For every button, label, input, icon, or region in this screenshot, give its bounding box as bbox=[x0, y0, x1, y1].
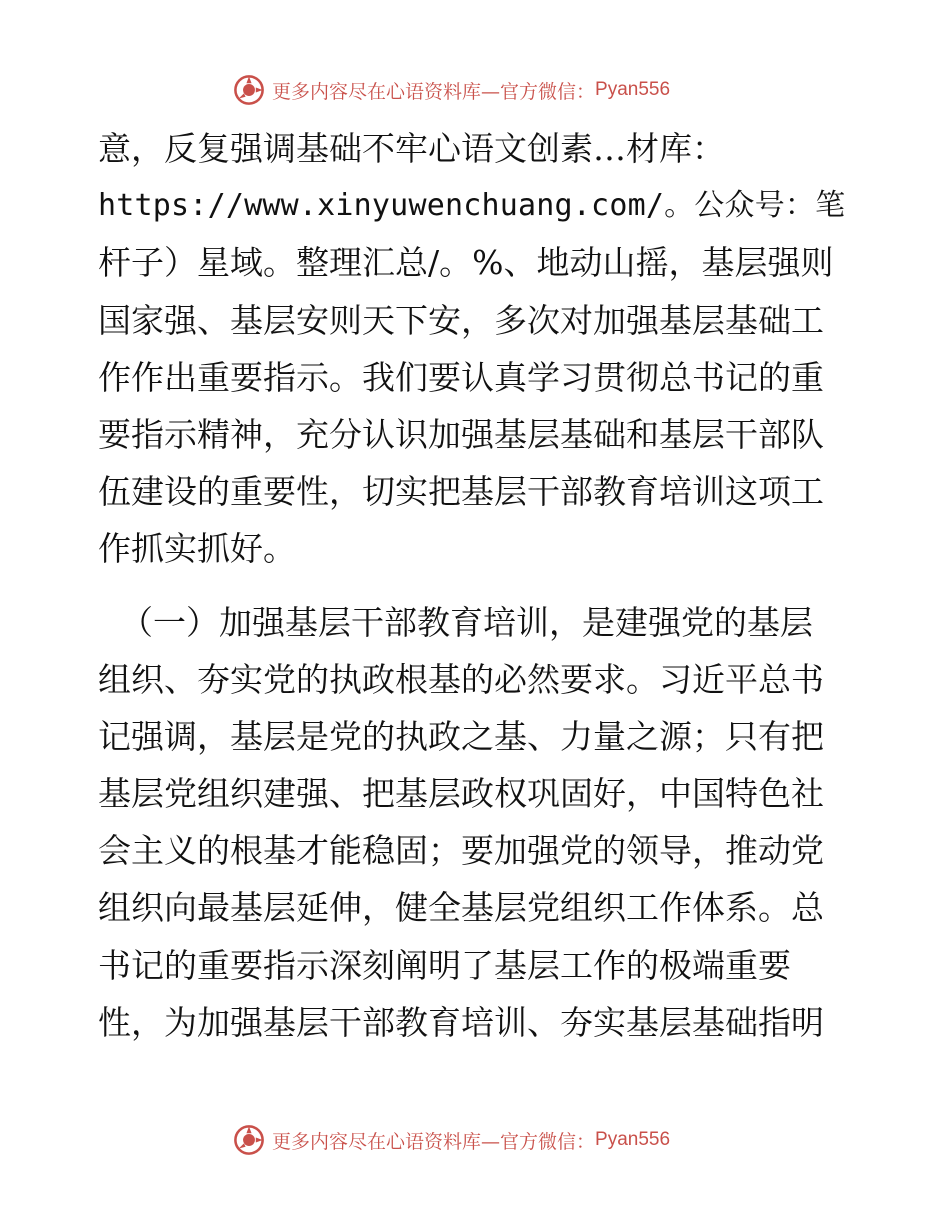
text-line: 性，为加强基层干部教育培训、夯实基层基础指明 bbox=[98, 1002, 824, 1042]
text-line: 基层党组织建强、把基层政权巩固好，中国特色社 bbox=[98, 774, 824, 814]
sunflower-logo-icon bbox=[232, 1123, 266, 1157]
text-line: 意，反复强调基础不牢心语文创素…材库： bbox=[98, 129, 725, 168]
text-line: 要指示精神，充分认识加强基层基础和基层干部队 bbox=[98, 414, 824, 454]
watermark-text: 更多内容尽在心语资料库—官方微信： bbox=[272, 80, 596, 103]
paragraph-gap bbox=[98, 578, 850, 594]
text-line: 记强调，基层是党的执政之基、力量之源；只有把 bbox=[98, 716, 824, 756]
text-line: （一）加强基层干部教育培训，是建强党的基层 bbox=[120, 602, 813, 642]
sunflower-logo-icon bbox=[232, 73, 266, 107]
text-line: 会主义的根基才能稳固；要加强党的领导，推动党 bbox=[98, 831, 824, 871]
footer-watermark bbox=[232, 1120, 752, 1160]
watermark-wechat-id: Pyan556 bbox=[595, 79, 671, 100]
header-watermark bbox=[232, 70, 752, 110]
text-line: 国家强、基层安则天下安，多次对加强基层基础工 bbox=[98, 300, 824, 340]
text-line: 杆子）星域。整理汇总/。%、地动山摇，基层强则 bbox=[98, 243, 834, 283]
watermark-wechat-id: Pyan556 bbox=[595, 1129, 671, 1150]
text-line: 组织向最基层延伸，健全基层党组织工作体系。总 bbox=[98, 888, 824, 928]
body-text bbox=[98, 120, 850, 1051]
text-line: 作作出重要指示。我们要认真学习贯彻总书记的重 bbox=[98, 357, 824, 397]
text-line: 书记的重要指示深刻阐明了基层工作的极端重要 bbox=[98, 945, 791, 985]
text-line: 作抓实抓好。 bbox=[98, 529, 296, 569]
watermark-text: 更多内容尽在心语资料库—官方微信： bbox=[272, 1130, 596, 1153]
text-line: 伍建设的重要性，切实把基层干部教育培训这项工 bbox=[98, 472, 824, 512]
text-line: 组织、夯实党的执政根基的必然要求。习近平总书 bbox=[98, 659, 824, 699]
text-line: https://www.xinyuwenchuang.com/。公众号：笔 bbox=[98, 188, 846, 224]
